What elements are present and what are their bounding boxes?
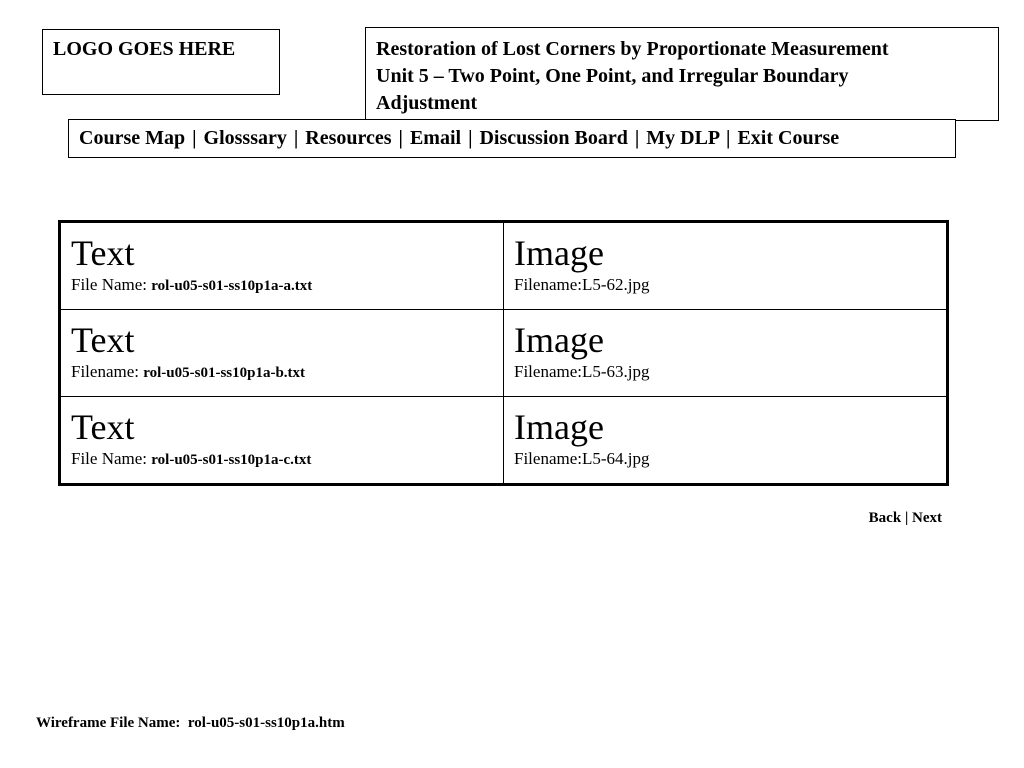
filename-value: rol-u05-s01-ss10p1a-a.txt xyxy=(151,278,313,294)
text-heading: Text xyxy=(71,320,135,360)
table-row xyxy=(60,310,948,397)
logo-placeholder xyxy=(42,29,280,95)
image-filename: Filename:L5-62.jpg xyxy=(514,275,650,294)
wireframe-filename-value: rol-u05-s01-ss10p1a.htm xyxy=(187,715,345,731)
text-filename xyxy=(71,275,493,295)
pager-separator: | xyxy=(904,510,909,526)
image-cell xyxy=(504,222,948,310)
nav-separator: | xyxy=(634,127,640,149)
filename-label: File Name: xyxy=(71,275,148,294)
nav-discussion-board-link[interactable]: Discussion Board xyxy=(479,127,628,149)
text-heading: Text xyxy=(71,407,135,447)
nav-separator: | xyxy=(468,127,473,149)
table-row xyxy=(60,397,948,485)
image-heading: Image xyxy=(514,407,604,447)
content-table xyxy=(58,220,949,486)
nav-email-link[interactable]: Email xyxy=(409,127,462,149)
text-cell xyxy=(60,397,504,485)
wireframe-filename xyxy=(36,715,345,732)
text-cell xyxy=(60,222,504,310)
nav-separator: | xyxy=(293,127,299,149)
nav-resources-link[interactable]: Resources xyxy=(305,127,392,149)
text-filename xyxy=(71,362,493,382)
image-filename: Filename:L5-63.jpg xyxy=(514,362,650,381)
filename-label: Filename: xyxy=(71,362,139,381)
nav-course-map-link[interactable]: Course Map xyxy=(79,127,186,149)
filename-label: File Name: xyxy=(71,449,148,468)
course-nav-bar xyxy=(68,119,956,158)
filename-value: rol-u05-s01-ss10p1a-b.txt xyxy=(143,365,306,381)
back-link[interactable]: Back xyxy=(868,510,902,526)
table-row xyxy=(60,222,948,310)
text-filename xyxy=(71,449,493,469)
nav-glossary-link[interactable]: Glosssary xyxy=(203,127,287,149)
image-heading: Image xyxy=(514,320,604,360)
image-cell xyxy=(504,310,948,397)
next-link[interactable]: Next xyxy=(912,510,942,526)
page-title xyxy=(365,27,999,121)
filename-value: rol-u05-s01-ss10p1a-c.txt xyxy=(151,452,312,468)
pager xyxy=(869,510,942,527)
nav-separator: | xyxy=(726,127,731,149)
course-title: Restoration of Lost Corners by Proportionate Measurement xyxy=(376,38,889,60)
nav-exit-course-link[interactable]: Exit Course xyxy=(737,127,840,149)
nav-separator: | xyxy=(398,127,403,149)
unit-title-continued: Adjustment xyxy=(376,92,478,114)
image-filename: Filename:L5-64.jpg xyxy=(514,449,650,468)
text-heading: Text xyxy=(71,233,135,273)
unit-title: Unit 5 – Two Point, One Point, and Irregular Boundary xyxy=(376,65,849,87)
text-cell xyxy=(60,310,504,397)
logo-text: LOGO GOES HERE xyxy=(53,38,236,60)
nav-separator: | xyxy=(192,127,197,149)
nav-my-dlp-link[interactable]: My DLP xyxy=(646,127,720,149)
image-cell xyxy=(504,397,948,485)
wireframe-filename-label: Wireframe File Name: xyxy=(36,715,181,731)
image-heading: Image xyxy=(514,233,604,273)
